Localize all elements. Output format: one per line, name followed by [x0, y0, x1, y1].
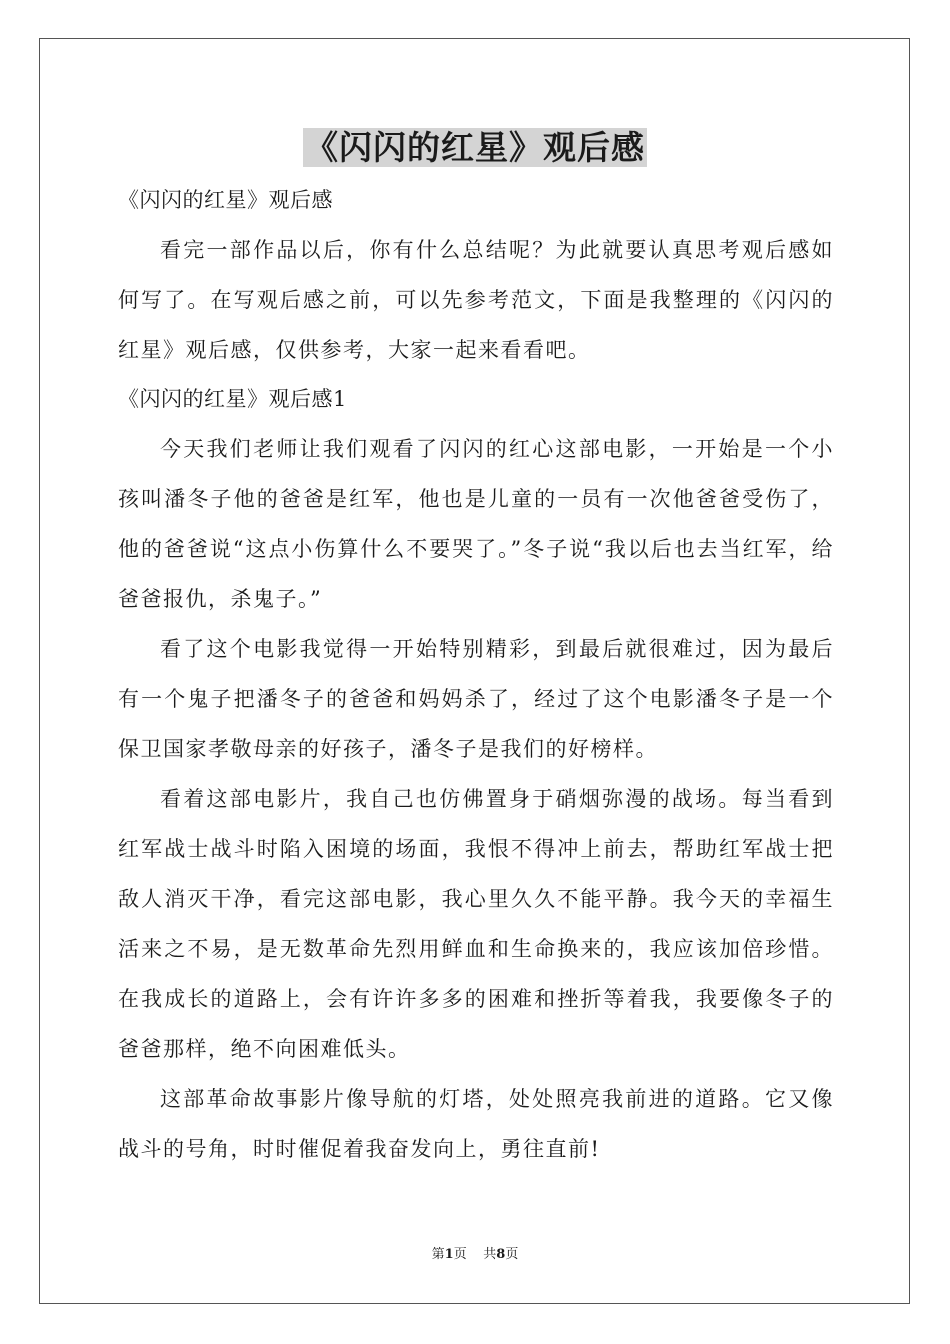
- intro-paragraph: 看完一部作品以后，你有什么总结呢？为此就要认真思考观后感如何写了。在写观后感之前，可以先参考范文，下面是我整理的《闪闪的红星》观后感，仅供参考，大家一起来看看吧。: [118, 238, 834, 362]
- page-prefix: 第: [431, 1247, 445, 1262]
- total-suffix: 页: [505, 1247, 519, 1262]
- body-paragraph-4: 这部革命故事影片像导航的灯塔，处处照亮我前进的道路。它又像战斗的号角，时时催促着我奋发向上，勇往直前!: [118, 1087, 834, 1161]
- body-paragraph-3: 看着这部电影片，我自己也仿佛置身于硝烟弥漫的战场。每当看到红军战士战斗时陷入困境的场面，我恨不得冲上前去，帮助红军战士把敌人消灭干净，看完这部电影，我心里久久不能平静。我今天的幸福生活来之不易，是无数革命先烈用鲜血和生命换来的，我应该加倍珍惜。在我成长的道路上，会有许许多多的困难和挫折等着我，我要像冬子的爸爸那样，绝不向困难低头。: [118, 787, 834, 1061]
- body-paragraph-2: 看了这个电影我觉得一开始特别精彩，到最后就很难过，因为最后有一个鬼子把潘冬子的爸爸和妈妈杀了，经过了这个电影潘冬子是一个保卫国家孝敬母亲的好孩子，潘冬子是我们的好榜样。: [118, 637, 834, 761]
- document-subtitle: 《闪闪的红星》观后感: [118, 188, 333, 212]
- document-title-text: 《闪闪的红星》观后感: [305, 128, 645, 167]
- document-body: [118, 176, 834, 1174]
- document-title: [0, 126, 950, 170]
- total-prefix: 共: [483, 1247, 497, 1262]
- section-heading: 《闪闪的红星》观后感1: [118, 387, 347, 411]
- page-suffix: 页: [453, 1247, 467, 1262]
- page-total: 8: [496, 1247, 506, 1262]
- page-footer: [0, 1245, 950, 1265]
- page-current: 1: [444, 1247, 454, 1262]
- body-paragraph-1: 今天我们老师让我们观看了闪闪的红心这部电影，一开始是一个小孩叫潘冬子他的爸爸是红军，他也是儿童的一员有一次他爸爸受伤了，他的爸爸说“这点小伤算什么不要哭了。”冬子说“我以后也去当红军，给爸爸报仇，杀鬼子。”: [118, 437, 834, 611]
